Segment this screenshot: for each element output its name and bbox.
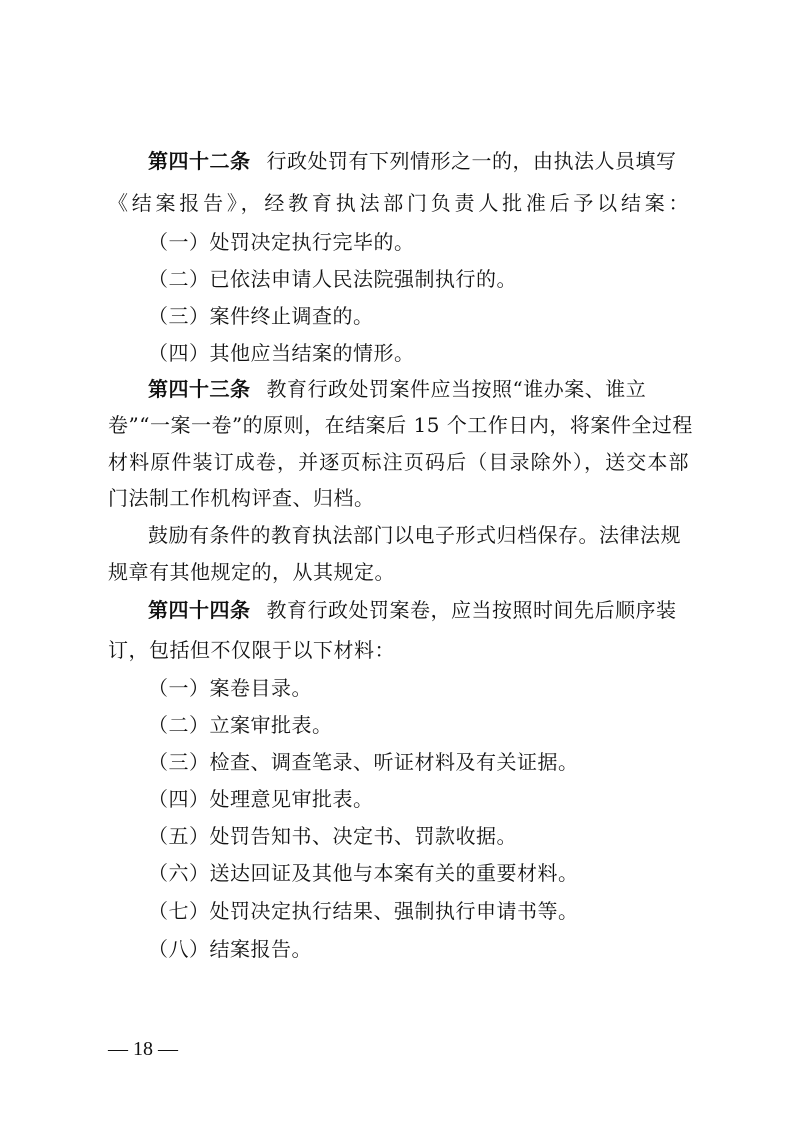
- list-item: （三）案件终止调查的。: [148, 304, 374, 328]
- article42-line2: 《结案报告》，经教育执法部门负责人批准后予以结案：: [108, 191, 689, 215]
- article43-line2: 卷”“一案一卷”的原则，在结案后 15 个工作日内，将案件全过程: [108, 413, 693, 437]
- list-item: （三）检查、调查笔录、听证材料及有关证据。: [148, 750, 579, 774]
- article44-heading: 第四十四条: [148, 598, 251, 622]
- list-item: （七）处罚决定执行结果、强制执行申请书等。: [148, 899, 579, 923]
- article43-line4: 门法制工作机构评查、归档。: [108, 486, 375, 510]
- article42-heading: 第四十二条: [148, 149, 251, 173]
- article44-line1-text: 教育行政处罚案卷，应当按照时间先后顺序装: [266, 598, 677, 622]
- list-item: （四）处理意见审批表。: [148, 787, 374, 811]
- article43-heading: 第四十三条: [148, 377, 251, 401]
- article42-line1-text: 行政处罚有下列情形之一的，由执法人员填写: [266, 149, 677, 173]
- list-item: （二）已依法申请人民法院强制执行的。: [148, 267, 517, 291]
- article43-line1-text: 教育行政处罚案件应当按照“谁办案、谁立: [266, 377, 647, 401]
- list-item: （一）案卷目录。: [148, 676, 312, 700]
- list-item: （八）结案报告。: [148, 937, 312, 961]
- list-item: （四）其他应当结案的情形。: [148, 341, 415, 365]
- article42-line1: [148, 147, 677, 175]
- article43-line1: [148, 375, 646, 403]
- article43-para2-line1: 鼓励有条件的教育执法部门以电子形式归档保存。法律法规: [148, 523, 681, 547]
- article44-line2: 订，包括但不仅限于以下材料：: [108, 638, 395, 662]
- list-item: （二）立案审批表。: [148, 713, 333, 737]
- page-number: — 18 —: [108, 1038, 178, 1060]
- article43-line3: 材料原件装订成卷，并逐页标注页码后（目录除外），送交本部: [108, 450, 689, 474]
- article43-para2-line2: 规章有其他规定的，从其规定。: [108, 560, 395, 584]
- list-item: （六）送达回证及其他与本案有关的重要材料。: [148, 861, 579, 885]
- list-item: （一）处罚决定执行完毕的。: [148, 230, 415, 254]
- article44-line1: [148, 596, 677, 624]
- list-item: （五）处罚告知书、决定书、罚款收据。: [148, 824, 517, 848]
